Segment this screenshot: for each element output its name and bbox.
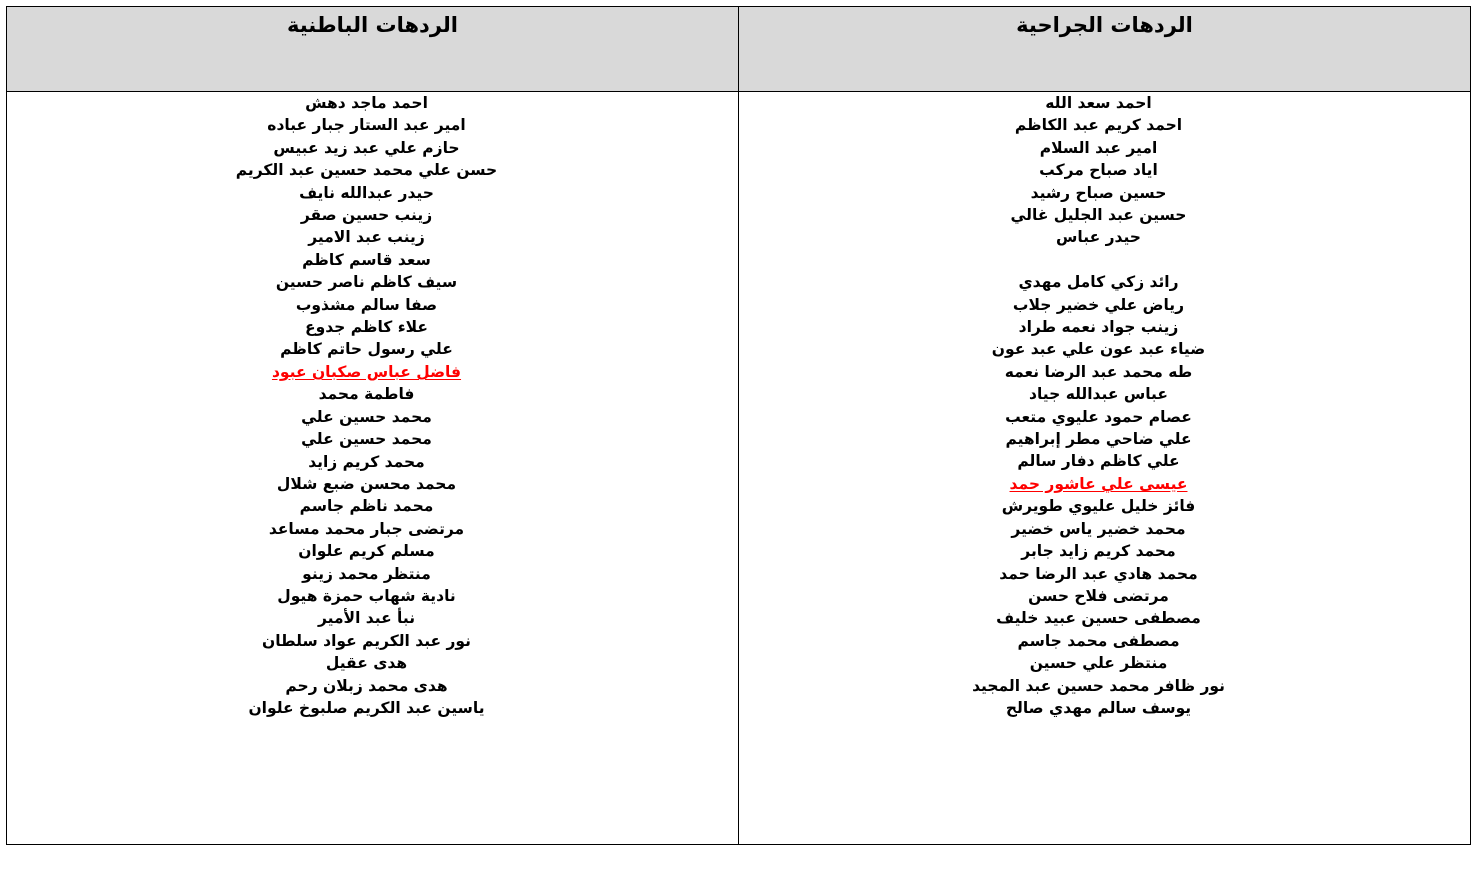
- list-item: [739, 675, 1458, 697]
- list-item: [739, 585, 1458, 607]
- name-text: احمد سعد الله: [1045, 94, 1152, 112]
- list-item: [7, 226, 726, 248]
- list-item: [7, 182, 726, 204]
- list-item: [7, 495, 726, 517]
- list-item: [7, 428, 726, 450]
- list-item: [739, 271, 1458, 293]
- name-text: ياسين عبد الكريم صلبوخ علوان: [248, 698, 485, 717]
- list-item: [7, 137, 726, 159]
- list-item: [7, 249, 726, 271]
- name-text: منتظر علي حسين: [1029, 654, 1168, 673]
- list-item: [7, 675, 726, 697]
- list-item: [7, 451, 726, 473]
- list-item: [739, 652, 1458, 674]
- name-text: امير عبد الستار جبار عباده: [267, 116, 466, 135]
- list-item: [739, 249, 1458, 271]
- name-text: محمد كريم زايد جابر: [1021, 542, 1176, 561]
- list-item: [7, 607, 726, 629]
- name-text: احمد كريم عبد الكاظم: [1014, 116, 1183, 135]
- surgical-name-list: [739, 92, 1470, 719]
- list-item: [739, 450, 1458, 472]
- list-item: [739, 182, 1458, 204]
- name-text: نادية شهاب حمزة هيول: [277, 586, 456, 605]
- name-text: هدى محمد زبلان رحم: [285, 676, 448, 695]
- surgical-names-cell: [739, 92, 1471, 845]
- name-text: صفا سالم مشذوب: [295, 295, 438, 314]
- name-text: محمد حسين علي: [301, 407, 432, 426]
- name-text: علي ضاحي مطر إبراهيم: [1005, 430, 1192, 449]
- table-body-row: [7, 92, 1471, 845]
- list-item: [7, 316, 726, 338]
- internal-name-list: [7, 92, 738, 719]
- name-text: محمد محسن ضبع شلال: [276, 474, 457, 493]
- name-text: ضياء عبد عون علي عبد عون: [991, 340, 1206, 359]
- list-item: [739, 406, 1458, 428]
- name-text: زينب عبد الامير: [308, 228, 425, 247]
- list-item: [739, 495, 1458, 517]
- table-header-row: [7, 7, 1471, 92]
- list-item: [7, 294, 726, 316]
- name-text: فائز خليل عليوي طويرش: [1001, 497, 1196, 516]
- list-item: [7, 518, 726, 540]
- list-item: [739, 159, 1458, 181]
- list-item: [7, 361, 726, 383]
- list-item: [739, 338, 1458, 360]
- name-text: محمد ناظم جاسم: [299, 497, 434, 516]
- list-item: [739, 316, 1458, 338]
- name-text: رياض علي خضير جلاب: [1012, 295, 1185, 314]
- list-item: [739, 114, 1458, 136]
- name-text: سيف كاظم ناصر حسين: [275, 273, 458, 292]
- name-text: زينب حسين صقر: [300, 206, 433, 225]
- name-text: مصطفى محمد جاسم: [1017, 631, 1180, 650]
- list-item: [7, 652, 726, 674]
- column-header-internal: [7, 7, 739, 92]
- list-item: [739, 204, 1458, 226]
- name-text: امير عبد السلام: [1039, 138, 1158, 157]
- name-text: منتظر محمد زينو: [302, 564, 431, 583]
- list-item: [739, 697, 1458, 719]
- name-text: زينب جواد نعمه طراد: [1018, 318, 1179, 337]
- name-text: فاضل عباس صكبان عبود: [271, 362, 462, 381]
- name-text: مسلم كريم علوان: [298, 542, 435, 561]
- list-item: [7, 540, 726, 562]
- list-item: [7, 159, 726, 181]
- list-item: [739, 361, 1458, 383]
- name-text: احمد ماجد دهش: [305, 94, 428, 112]
- list-item: [739, 428, 1458, 450]
- name-text: حسين صباح رشيد: [1030, 183, 1167, 202]
- name-text: علي رسول حاتم كاظم: [280, 340, 453, 359]
- list-item: [739, 518, 1458, 540]
- list-item: [7, 271, 726, 293]
- name-text: فاطمة محمد: [318, 385, 415, 404]
- list-item: [739, 540, 1458, 562]
- list-item: [739, 294, 1458, 316]
- list-item: [7, 114, 726, 136]
- list-item: [7, 92, 726, 114]
- name-text: علاء كاظم جدوع: [304, 318, 428, 337]
- list-item: [7, 473, 726, 495]
- name-text: مرتضى جبار محمد مساعد: [268, 519, 465, 538]
- list-item: [7, 585, 726, 607]
- name-text: حسين عبد الجليل غالي: [1010, 206, 1187, 225]
- list-item: [7, 338, 726, 360]
- list-item: [7, 383, 726, 405]
- list-item: [7, 630, 726, 652]
- name-text: عصام حمود عليوي متعب: [1005, 407, 1192, 426]
- list-item: [739, 226, 1458, 248]
- name-text: حسن علي محمد حسين عبد الكريم: [235, 161, 498, 180]
- list-item: [7, 697, 726, 719]
- list-item: [739, 473, 1458, 495]
- name-text: رائد زكي كامل مهدي: [1018, 273, 1179, 292]
- name-text: حيدر عبدالله نايف: [299, 183, 434, 202]
- list-item: [7, 406, 726, 428]
- name-text: حيدر عباس: [1056, 228, 1141, 247]
- name-text: مرتضى فلاح حسن: [1028, 586, 1169, 605]
- list-item: [7, 563, 726, 585]
- name-text: محمد كريم زايد: [308, 452, 425, 471]
- list-item: [739, 630, 1458, 652]
- name-text: يوسف سالم مهدي صالح: [1005, 698, 1192, 717]
- name-text: عباس عبدالله جياد: [1029, 385, 1168, 404]
- list-item: [7, 204, 726, 226]
- name-text: اياد صباح مركب: [1039, 161, 1158, 180]
- names-table: [6, 6, 1471, 845]
- name-text: طه محمد عبد الرضا نعمه: [1004, 362, 1193, 381]
- column-header-surgical-label: الردهات الجراحية: [1016, 13, 1193, 37]
- list-item: [739, 383, 1458, 405]
- column-header-internal-label: الردهات الباطنية: [287, 13, 458, 37]
- internal-names-cell: [7, 92, 739, 845]
- list-item: [739, 92, 1458, 114]
- name-text: محمد هادي عبد الرضا حمد: [999, 564, 1198, 583]
- name-text: حازم علي عبد زيد عبيس: [273, 138, 460, 157]
- name-text: مصطفى حسين عبيد خليف: [996, 609, 1201, 628]
- name-text: محمد حسين علي: [301, 430, 432, 449]
- column-header-surgical: [739, 7, 1471, 92]
- name-text: محمد خضير ياس خضير: [1011, 519, 1186, 538]
- name-text: عيسى علي عاشور حمد: [1009, 474, 1188, 493]
- name-text: علي كاظم دفار سالم: [1017, 452, 1180, 471]
- name-text: سعد قاسم كاظم: [302, 250, 431, 269]
- list-item: [739, 607, 1458, 629]
- name-text: هدى عقيل: [325, 654, 408, 673]
- name-text: نور ظافر محمد حسين عبد المجيد: [972, 676, 1225, 695]
- list-item: [739, 563, 1458, 585]
- name-text: نبأ عبد الأمير: [317, 609, 416, 628]
- name-text: نور عبد الكريم عواد سلطان: [262, 631, 471, 650]
- list-item: [739, 137, 1458, 159]
